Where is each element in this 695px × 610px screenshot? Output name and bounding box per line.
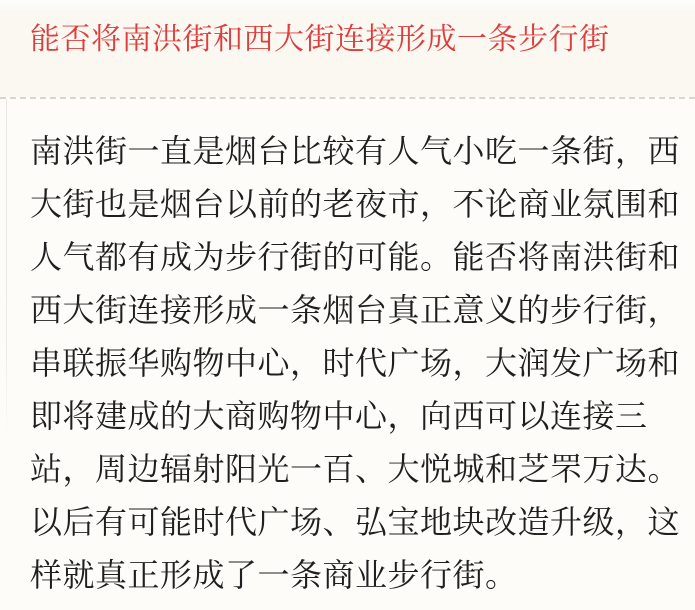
body-line: 站，周边辐射阳光一百、大悦城和芝罘万达。 — [30, 451, 681, 487]
article-header — [0, 0, 695, 99]
body-line: 大街也是烟台以前的老夜市，不论商业氛围和 — [30, 186, 681, 222]
body-line: 人气都有成为步行街的可能。能否将南洪街和 — [30, 239, 681, 275]
body-line: 南洪街一直是烟台比较有人气小吃一条街，西 — [30, 133, 681, 169]
body-line: 即将建成的大商购物中心，向西可以连接三 — [30, 398, 648, 434]
body-line: 样就真正形成了一条商业步行街。 — [30, 557, 518, 593]
body-line: 串联振华购物中心，时代广场，大润发广场和 — [30, 345, 681, 381]
body-line: 以后有可能时代广场、弘宝地块改造升级，这 — [30, 504, 681, 540]
article-title: 能否将南洪街和西大街连接形成一条步行街 — [30, 23, 610, 56]
body-line: 西大街连接形成一条烟台真正意义的步行街， — [30, 292, 681, 328]
article-body — [0, 99, 695, 608]
